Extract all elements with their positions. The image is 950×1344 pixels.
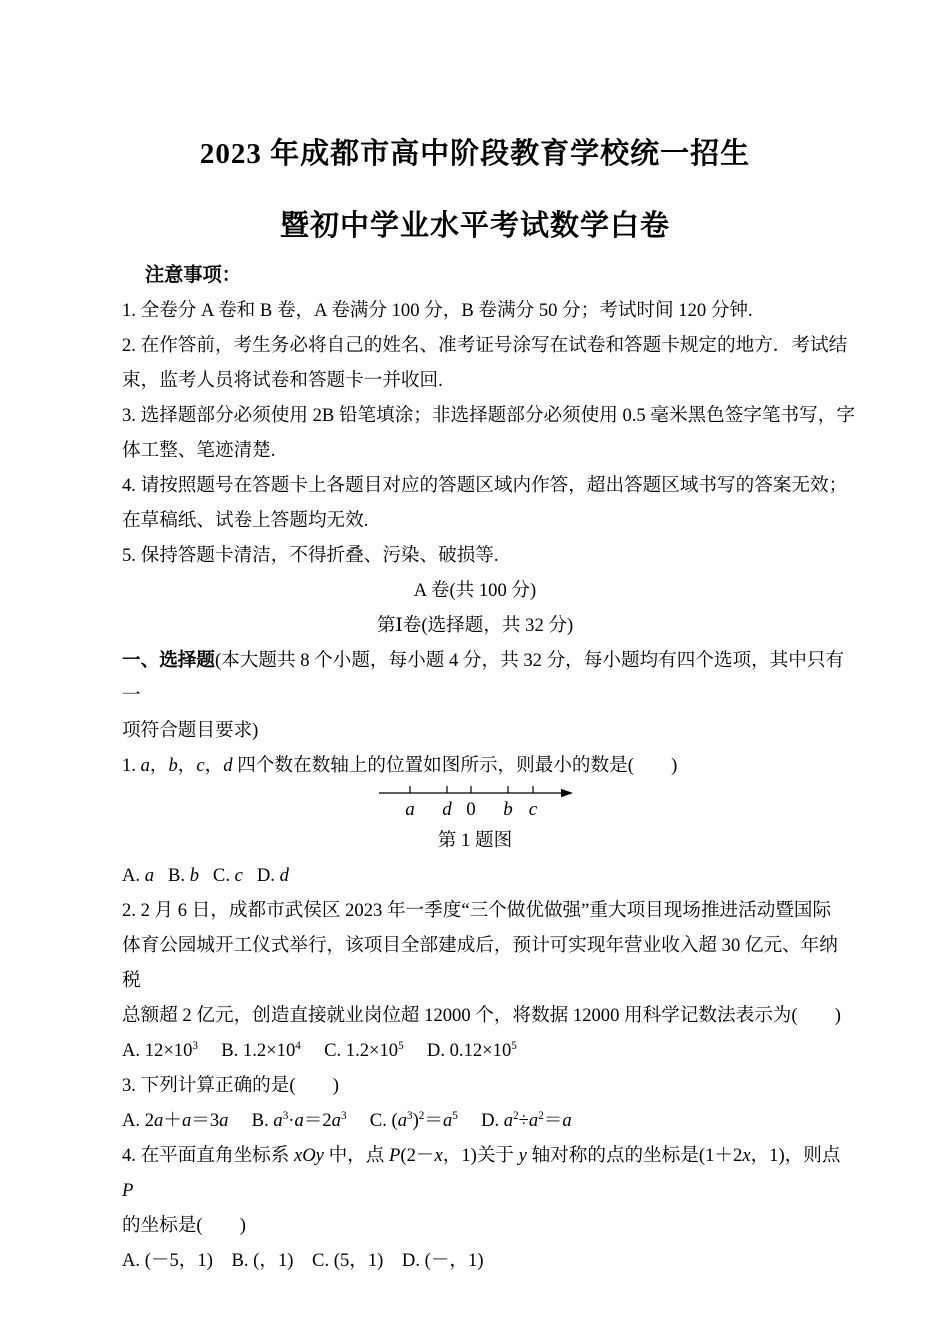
section-a-heading: A 卷(共 100 分) — [413, 580, 537, 601]
notice-line-2: 2. 在作答前，考生务必将自己的姓名、准考证号涂写在试卷和答题卡规定的地方．考试结 — [122, 335, 848, 356]
notice-line-2-cont: 束，监考人员将试卷和答题卡一并收回. — [122, 370, 443, 391]
question-1-options: A. a B. b C. c D. d — [122, 865, 289, 886]
axis-label-d: d — [442, 799, 452, 820]
notice-line-3-cont: 体工整、笔迹清楚. — [122, 440, 276, 461]
question-1-figure-caption: 第 1 题图 — [437, 830, 513, 851]
axis-label-a: a — [405, 799, 415, 820]
page-title-line2: 暨初中学业水平考试数学白卷 — [279, 210, 670, 242]
axis-arrow-icon — [561, 789, 573, 797]
question-3-options: A. 2a＋a＝3a B. $a^3\cdot a=2a^3$ C. $(a^3)^2=a^5$ D. $a^2\div a^2=a$ — [122, 1109, 572, 1131]
question-1-number-line-figure — [0, 783, 950, 823]
exam-header — [0, 0, 950, 242]
notice-line-3: 3. 选择题部分必须使用 2B 铅笔填涂；非选择题部分必须使用 0.5 毫米黑色签字笔书写，字 — [122, 405, 855, 426]
question-4-stem-line2: 的坐标是( ) — [122, 1215, 246, 1236]
mc-section-heading — [122, 643, 855, 713]
exam-body — [0, 258, 950, 1278]
mc-heading-label: 一、选择题 — [122, 650, 215, 671]
question-4-stem-line1: 4. 在平面直角坐标系 xOy 中，点 P(2－x，1)关于 y 轴对称的点的坐标是(1＋2x，1)，则点 P — [122, 1145, 846, 1201]
question-1-stem: 1. a，b，c，d 四个数在数轴上的位置如图所示，则最小的数是( ) — [122, 755, 678, 776]
notice-line-4-cont: 在草稿纸、试卷上答题均无效. — [122, 510, 369, 531]
question-2-stem-line2: 体育公园城开工仪式举行，该项目全部建成后，预计可实现年营业收入超 30 亿元、年纳税 — [122, 935, 838, 991]
question-4-options: A. (－5，1) B. (，1) C. (5，1) D. (－，1) — [122, 1250, 484, 1271]
question-2-stem-line1: 2. 2 月 6 日，成都市武侯区 2023 年一季度“三个做优做强”重大项目现场推进活动暨国际 — [122, 900, 832, 921]
number-line-svg — [375, 783, 575, 823]
question-2-options: A. $12\times 10^3$ B. $1.2\times 10^4$ C. $1.2\times 10^5$ D. $0.12\times 10^5$ — [122, 1039, 517, 1061]
notice-line-1: 1. 全卷分 A 卷和 B 卷，A 卷满分 100 分，B 卷满分 50 分；考试时间 120 分钟. — [122, 300, 753, 321]
question-3-stem: 3. 下列计算正确的是( ) — [122, 1075, 339, 1096]
page-title-line1: 2023 年成都市高中阶段教育学校统一招生 — [199, 138, 751, 170]
mc-heading-desc: (本大题共 8 个小题，每小题 4 分，共 32 分，每小题均有四个选项，其中只有一 — [122, 650, 845, 706]
axis-label-b: b — [503, 799, 513, 820]
notice-line-4: 4. 请按照题号在答题卡上各题目对应的答题区域内作答，超出答题区域书写的答案无效； — [122, 475, 848, 496]
axis-label-zero: 0 — [466, 799, 476, 820]
question-2-stem-line3: 总额超 2 亿元，创造直接就业岗位超 12000 个，将数据 12000 用科学记数法表示为( ) — [122, 1005, 841, 1026]
mc-section-heading-cont: 项符合题目要求) — [122, 720, 259, 741]
notice-heading: 注意事项： — [145, 265, 241, 286]
section-one-heading: 第Ⅰ卷(选择题，共 32 分) — [376, 615, 574, 636]
axis-label-c: c — [528, 799, 538, 820]
notice-line-5: 5. 保持答题卡清洁，不得折叠、污染、破损等. — [122, 545, 499, 566]
